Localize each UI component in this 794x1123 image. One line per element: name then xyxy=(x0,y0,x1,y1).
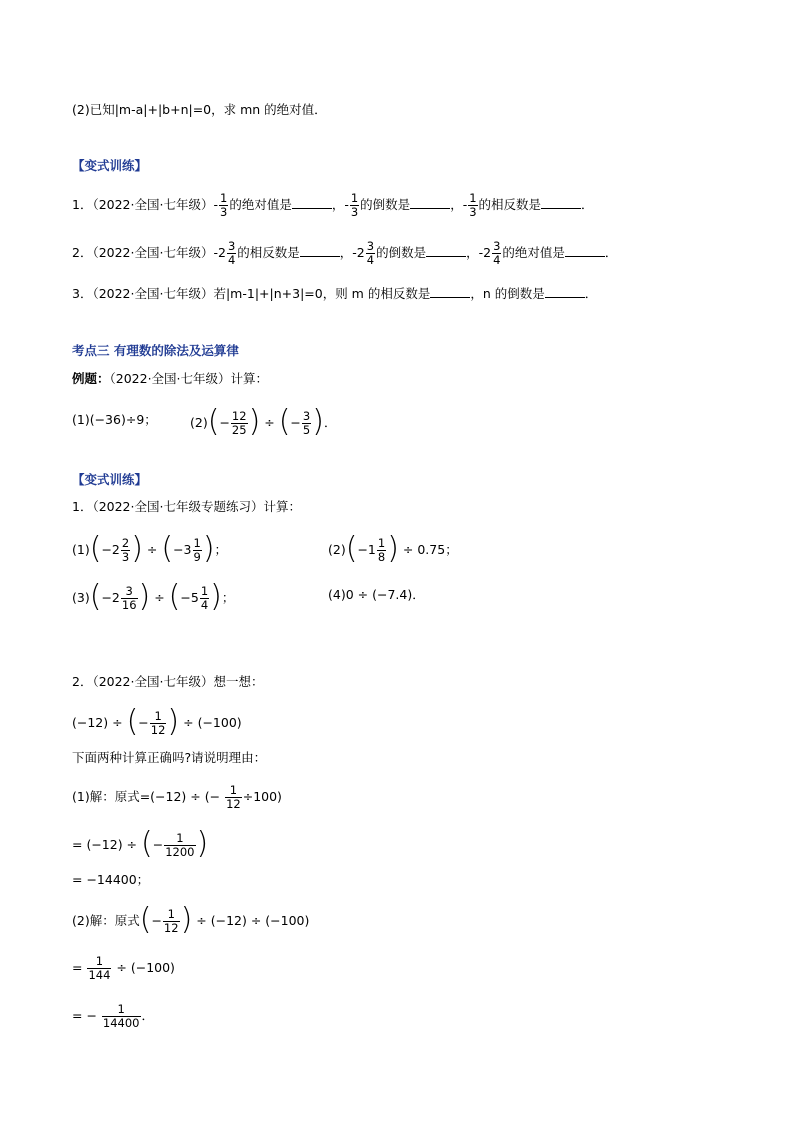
part-label: (4) xyxy=(328,587,346,602)
q3-source: （2022·全国·七年级） xyxy=(92,286,214,301)
part-label: (1) xyxy=(72,542,90,557)
q3-end: ． xyxy=(584,286,598,301)
q1-number: 1． xyxy=(72,197,93,212)
fraction: $\frac{1}{3}$ xyxy=(469,191,477,219)
q2-end: ． xyxy=(604,245,618,260)
q1-text: 的倒数是 xyxy=(360,197,411,212)
fraction: $\frac{1}{4}$ xyxy=(200,584,209,612)
practice-2-question: 下面两种计算正确吗?请说明理由： xyxy=(72,750,267,765)
fraction: $\frac{1}{14400}$ xyxy=(102,1002,140,1030)
fraction: $\frac{1}{3}$ xyxy=(219,191,228,219)
q2-number: 2． xyxy=(72,245,93,260)
sol-text: ÷100) xyxy=(242,789,282,804)
q3-text-2: ，n 的倒数是 xyxy=(470,286,545,301)
sol-text: ． xyxy=(141,1008,155,1023)
practice-1-part-2: (2)(−1 $\frac{1}{8}$ ) ÷ 0.75； xyxy=(328,530,458,566)
fraction: $\frac{3}{5}$ xyxy=(302,409,311,437)
q2-text: 的倒数是 xyxy=(376,245,427,260)
example-label: 例题： xyxy=(72,371,110,386)
fraction: $\frac{3}{4}$ xyxy=(366,239,375,267)
answer-blank[interactable] xyxy=(426,255,466,257)
q2-source: （2022·全国·七年级） xyxy=(92,245,214,260)
answer-blank[interactable] xyxy=(292,207,332,209)
section-heading-practice-2: 【变式训练】 xyxy=(72,472,148,487)
fraction: $\frac{1}{12}$ xyxy=(150,709,166,737)
expr-part: ÷ (−100) xyxy=(183,715,242,730)
solution-2-line-1: (2)解：原式(− $\frac{1}{12}$ ) ÷ (−12) ÷ (−100) xyxy=(72,901,310,937)
solution-1-line-1 xyxy=(72,784,282,811)
fraction: $\frac{3}{4}$ xyxy=(227,239,236,267)
example-source: （2022·全国·七年级）计算： xyxy=(109,371,269,386)
part-2-tail: ÷ 0.75 xyxy=(402,542,446,557)
fraction: $\frac{3}{16}$ xyxy=(121,584,137,612)
fraction: $\frac{2}{3}$ xyxy=(121,536,130,564)
section-heading-practice-1: 【变式训练】 xyxy=(72,158,148,173)
practice-1-part-1: (1)(−2 $\frac{2}{3}$ ) ÷ (−3 $\frac{1}{9}$ )； xyxy=(72,530,228,566)
example-part-1: (1)(−36)÷9； xyxy=(72,412,157,427)
sol-text: = − xyxy=(72,1008,97,1023)
answer-blank[interactable] xyxy=(545,296,585,298)
answer-blank[interactable] xyxy=(541,207,581,209)
answer-blank[interactable] xyxy=(430,296,470,298)
fraction: $\frac{1}{8}$ xyxy=(377,536,386,564)
expr-part: (−12) ÷ xyxy=(72,715,123,730)
practice-1-part-3: (3)(−2 $\frac{3}{16}$ ) ÷ (−5 $\frac{1}{4}$ )； xyxy=(72,578,235,614)
solution-1-line-3: = −14400； xyxy=(72,872,150,887)
solution-2-line-3 xyxy=(72,1003,154,1030)
part-label: (3) xyxy=(72,590,90,605)
example-part-2: (2)(− $\frac{12}{25}$ ) ÷ (− $\frac{3}{5}$ )． xyxy=(190,403,337,439)
practice-1-heading: 1．（2022·全国·七年级专题练习）计算： xyxy=(72,499,301,514)
q1-text: 的绝对值是 xyxy=(229,197,292,212)
part-2-question: (2)已知|m-a|+|b+n|=0，求 mn 的绝对值． xyxy=(72,102,327,117)
question-3 xyxy=(72,284,597,304)
part-end: ； xyxy=(445,542,458,557)
part-end: ． xyxy=(412,587,425,602)
sol-text: = (−12) ÷ xyxy=(72,837,138,852)
example-heading xyxy=(72,369,268,389)
practice-1-part-4 xyxy=(328,585,425,605)
question-1: 1．（2022·全国·七年级）- $\frac{1}{3}$ 的绝对值是 ，- $\frac{1}{3}$ 的倒数是 ，- $\frac{1}{3}$ 的相反数是 ． xyxy=(72,191,594,219)
q1-source: （2022·全国·七年级） xyxy=(92,197,214,212)
fraction: $\frac{1}{12}$ xyxy=(163,907,179,935)
section-heading-kaodian-3: 考点三 有理数的除法及运算律 xyxy=(72,343,239,358)
fraction: $\frac{1}{12}$ xyxy=(226,783,241,811)
fraction: $\frac{1}{3}$ xyxy=(350,191,359,219)
answer-blank[interactable] xyxy=(410,207,450,209)
part-label: (2) xyxy=(328,542,346,557)
q2-text: 的绝对值是 xyxy=(502,245,565,260)
practice-2-heading: 2．（2022·全国·七年级）想一想： xyxy=(72,674,264,689)
part-end: ； xyxy=(221,590,235,605)
solution-1-line-2: = (−12) ÷ (− $\frac{1}{1200}$ ) xyxy=(72,825,209,861)
answer-blank[interactable] xyxy=(300,255,340,257)
fraction: $\frac{1}{9}$ xyxy=(193,536,201,564)
q1-end: ． xyxy=(581,197,594,212)
sol-text: ÷ (−12) ÷ (−100) xyxy=(196,913,310,928)
part-end: ； xyxy=(214,542,228,557)
fraction: $\frac{1}{144}$ xyxy=(88,954,111,982)
sol-text: ÷ (−100) xyxy=(116,960,175,975)
part-4-expr: 0 ÷ (−7.4) xyxy=(345,587,413,602)
fraction: $\frac{1}{1200}$ xyxy=(165,831,195,859)
question-2: 2．（2022·全国·七年级）-2 $\frac{3}{4}$ 的相反数是 ，-2 $\frac{3}{4}$ 的倒数是 ，-2 $\frac{3}{4}$ 的绝对值是 ． xyxy=(72,239,618,267)
solution-2-line-2: = $\frac{1}{144}$ ÷ (−100) xyxy=(72,954,175,982)
q2-text: 的相反数是 xyxy=(237,245,300,260)
fraction: $\frac{3}{4}$ xyxy=(493,239,501,267)
practice-2-expression: (−12) ÷ (− $\frac{1}{12}$ ) ÷ (−100) xyxy=(72,703,242,739)
sol-text: (2)解：原式 xyxy=(72,913,140,928)
fraction: $\frac{12}{25}$ xyxy=(231,409,247,437)
q3-text: 若|m-1|+|n+3|=0，则 m 的相反数是 xyxy=(213,286,431,301)
ex2-end: ． xyxy=(323,415,337,430)
ex2-label: (2) xyxy=(190,415,208,430)
answer-blank[interactable] xyxy=(565,255,605,257)
q3-number: 3． xyxy=(72,286,93,301)
q1-text: 的相反数是 xyxy=(478,197,542,212)
sol-text: (1)解：原式=(−12) ÷ (− xyxy=(72,789,221,804)
